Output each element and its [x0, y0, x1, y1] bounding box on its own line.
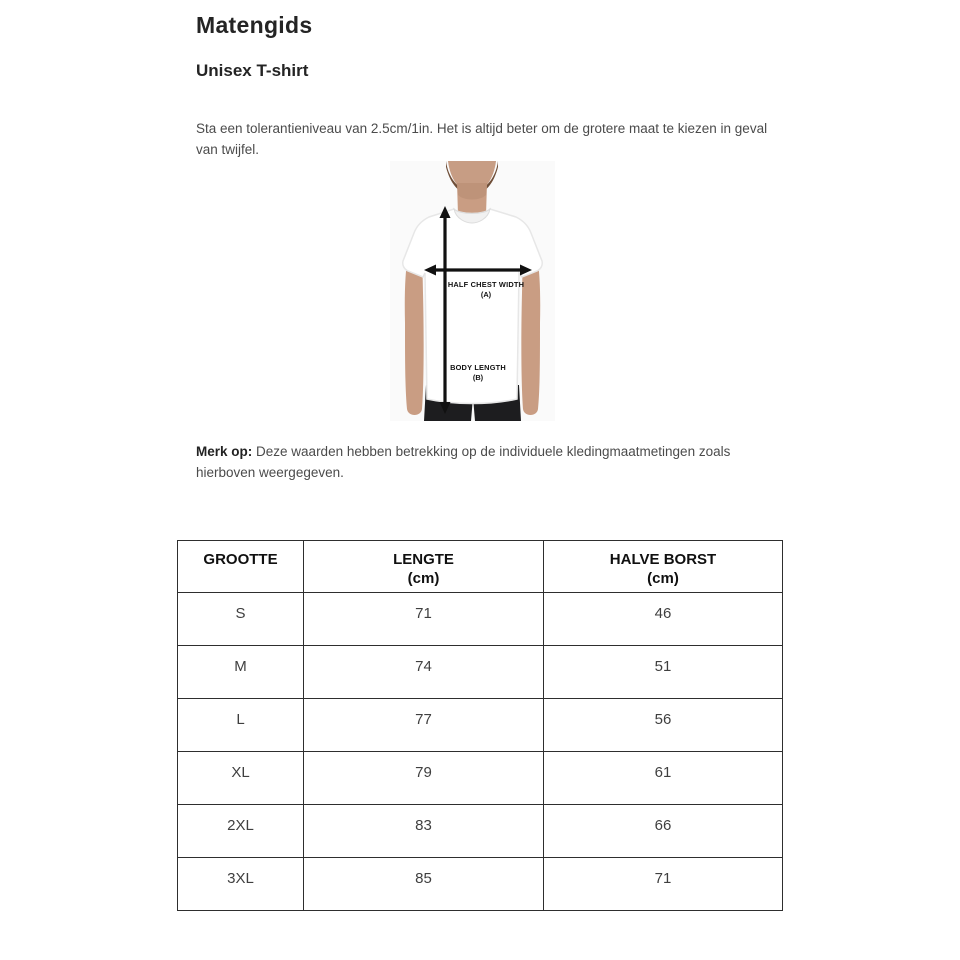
tshirt-measurement-image	[390, 153, 555, 433]
lengte-cell: 77	[304, 699, 544, 752]
halve-borst-cell: 71	[544, 858, 783, 911]
half-chest-label: HALF CHEST WIDTH	[447, 280, 525, 289]
halve-borst-cell: 46	[544, 593, 783, 646]
table-row	[178, 593, 783, 646]
note-label: Merk op:	[196, 444, 253, 459]
note-text: Deze waarden hebben betrekking op de individuele kledingmaatmetingen zoals hierboven weergegeven.	[196, 444, 731, 480]
table-row	[178, 805, 783, 858]
size-cell: 2XL	[178, 805, 304, 858]
note-paragraph	[196, 441, 744, 483]
lengte-cell: 74	[304, 646, 544, 699]
body-length-label: BODY LENGTH	[450, 363, 506, 372]
size-cell: 3XL	[178, 858, 304, 911]
table-row	[178, 699, 783, 752]
col-header-lengte: LENGTE (cm)	[304, 541, 544, 593]
size-cell: XL	[178, 752, 304, 805]
size-table-header-row	[178, 541, 783, 593]
body-length-letter: (B)	[472, 373, 484, 382]
size-cell: L	[178, 699, 304, 752]
size-table	[177, 540, 783, 911]
page-title: Matengids	[196, 12, 313, 38]
table-row	[178, 752, 783, 805]
lengte-cell: 85	[304, 858, 544, 911]
tshirt-diagram	[390, 153, 555, 433]
size-cell: S	[178, 593, 304, 646]
halve-borst-cell: 61	[544, 752, 783, 805]
lengte-cell: 71	[304, 593, 544, 646]
col-header-halve-borst: HALVE BORST (cm)	[544, 541, 783, 593]
tolerance-paragraph: Sta een tolerantieniveau van 2.5cm/1in. Het is altijd beter om de grotere maat te kiezen in geval van twijfel.	[196, 121, 768, 157]
halve-borst-cell: 51	[544, 646, 783, 699]
half-chest-letter: (A)	[480, 290, 492, 299]
col-header-grootte: GROOTTE	[178, 541, 304, 593]
table-row	[178, 858, 783, 911]
lengte-cell: 79	[304, 752, 544, 805]
product-subtitle: Unisex T-shirt	[196, 61, 309, 80]
size-cell: M	[178, 646, 304, 699]
halve-borst-cell: 56	[544, 699, 783, 752]
halve-borst-cell: 66	[544, 805, 783, 858]
lengte-cell: 83	[304, 805, 544, 858]
table-row	[178, 646, 783, 699]
